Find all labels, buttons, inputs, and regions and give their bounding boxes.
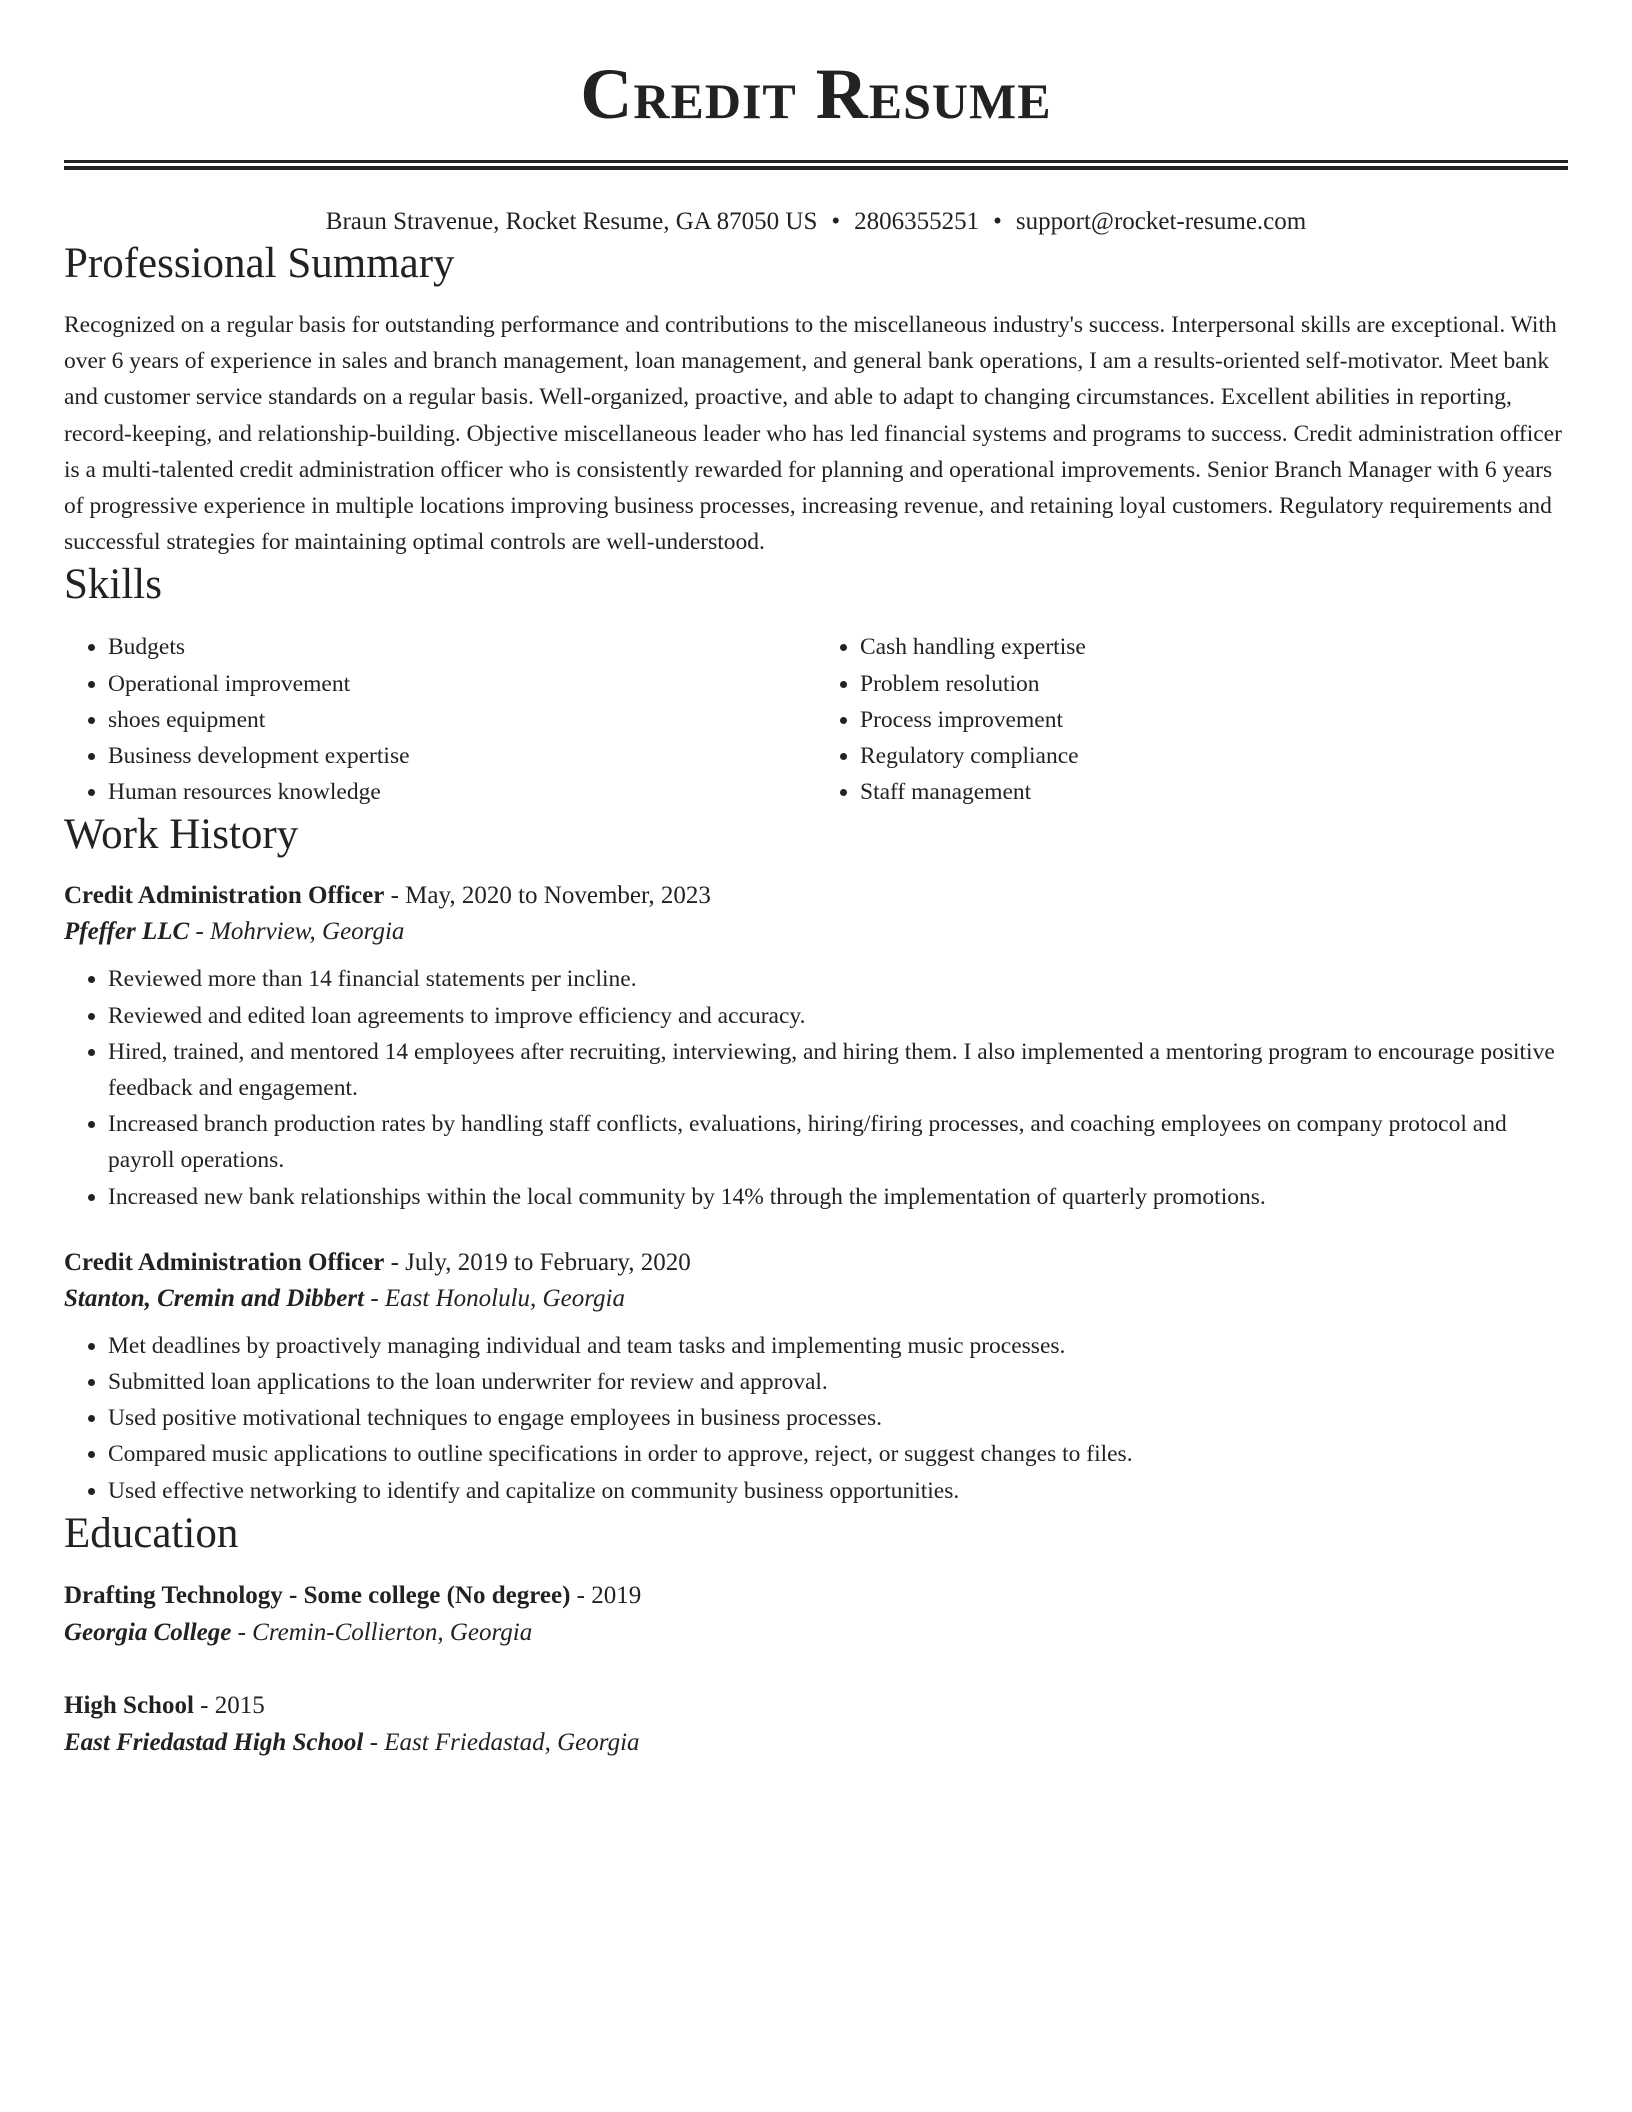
education-degree-line [64,1687,1568,1724]
skills-column-right [816,629,1568,810]
skill-item: • Regulatory compliance [860,738,1568,774]
job-bullet: • Reviewed and edited loan agreements to improve efficiency and accuracy. [108,998,1568,1034]
job-title: Credit Administration Officer [64,882,385,910]
skill-item: • Process improvement [860,702,1568,738]
skill-item: • Budgets [108,629,816,665]
education-school-line [64,1724,1568,1761]
contact-line [64,205,1568,239]
job-title: Credit Administration Officer [64,1248,385,1276]
title-divider [64,160,1568,170]
job-bullet: • Used effective networking to identify and capitalize on community business opportunities. [108,1473,1568,1509]
job-bullet: • Compared music applications to outline specifications in order to approve, reject, or suggest changes to files. [108,1436,1568,1472]
job-bullet: • Hired, trained, and mentored 14 employees after recruiting, interviewing, and hiring them. I also implemented a mentoring program to encourage positive feedback and engagement. [108,1034,1568,1106]
education-entry [64,1687,1568,1761]
education-school: East Friedastad High School [64,1728,364,1756]
skill-item: • shoes equipment [108,702,816,738]
contact-separator: • [831,208,841,235]
contact-address: Braun Stravenue, Rocket Resume, GA 87050 US [325,208,818,235]
job-title-line [64,878,1568,914]
contact-separator: • [993,208,1002,235]
education-year: - 2019 [570,1581,642,1609]
job-dates: - May, 2020 to November, 2023 [384,882,711,910]
job-bullets [64,961,1568,1214]
skill-item: • Operational improvement [108,666,816,702]
job-dates: - July, 2019 to February, 2020 [384,1248,691,1276]
education-location: - East Friedastad, Georgia [363,1728,640,1756]
contact-email: support@rocket-resume.com [1015,208,1307,235]
skill-item: • Staff management [860,774,1568,810]
job-title-line [64,1245,1568,1281]
job-location: - East Honolulu, Georgia [364,1284,625,1312]
summary-heading: Professional Summary [64,240,455,287]
job-entry [64,878,1568,1214]
job-bullet: • Increased new bank relationships within the local community by 14% through the implementation of quarterly promotions. [108,1179,1568,1215]
skills-list [64,629,1568,810]
job-bullets [64,1328,1568,1509]
education-degree-line [64,1577,1568,1614]
job-company-line [64,1281,1568,1317]
education-degree: Drafting Technology - Some college (No degree) [64,1581,571,1609]
skills-column-left [64,629,816,810]
job-bullet: • Submitted loan applications to the loan underwriter for review and approval. [108,1364,1568,1400]
work-history-heading: Work History [64,811,299,859]
job-entry [64,1245,1568,1509]
skill-item: • Problem resolution [860,666,1568,702]
skills-heading: Skills [64,561,162,609]
job-bullet: • Met deadlines by proactively managing individual and team tasks and implementing music processes. [108,1328,1568,1364]
education-school-line [64,1614,1568,1651]
job-bullet: • Increased branch production rates by handling staff conflicts, evaluations, hiring/firing processes, and coaching employees on company protocol and payroll operations. [108,1106,1568,1178]
education-location: - Cremin-Collierton, Georgia [231,1618,533,1646]
education-degree: High School [64,1691,194,1719]
education-year: - 2015 [193,1691,265,1719]
education-entry [64,1577,1568,1651]
job-company: Stanton, Cremin and Dibbert [64,1284,365,1312]
skill-item: • Business development expertise [108,738,816,774]
job-location: - Mohrview, Georgia [189,918,405,946]
skill-item: • Cash handling expertise [860,629,1568,665]
skill-item: • Human resources knowledge [108,774,816,810]
resume-title: Credit Resume [580,54,1052,134]
contact-phone: 2806355251 [854,208,980,235]
education-school: Georgia College [64,1618,232,1646]
job-company-line [64,914,1568,950]
job-bullet: • Reviewed more than 14 financial statements per incline. [108,961,1568,997]
summary-text: Recognized on a regular basis for outstanding performance and contributions to the miscellaneous industry's success. Interpersonal skills are exceptional. With over 6 years of experience in sales and branch management, loan management, and general bank operations, I am a results-oriented self-motivator. Meet bank and customer service standards on a regular basis. Well-organized, proactive, and able to adapt to changing circumstances. Excellent abilities in reporting, record-keeping, and relationship-building. Objective miscellaneous leader who has led financial systems and programs to success. Credit administration officer is a multi-talented credit administration officer who is consistently rewarded for planning and operational improvements. Senior Branch Manager with 6 years of progressive experience in multiple locations improving business processes, increasing revenue, and retaining loyal customers. Regulatory requirements and successful strategies for maintaining optimal controls are well-understood. [64,312,1562,556]
job-company: Pfeffer LLC [64,918,190,946]
job-bullet: • Used positive motivational techniques to engage employees in business processes. [108,1400,1568,1436]
education-heading: Education [64,1509,239,1557]
